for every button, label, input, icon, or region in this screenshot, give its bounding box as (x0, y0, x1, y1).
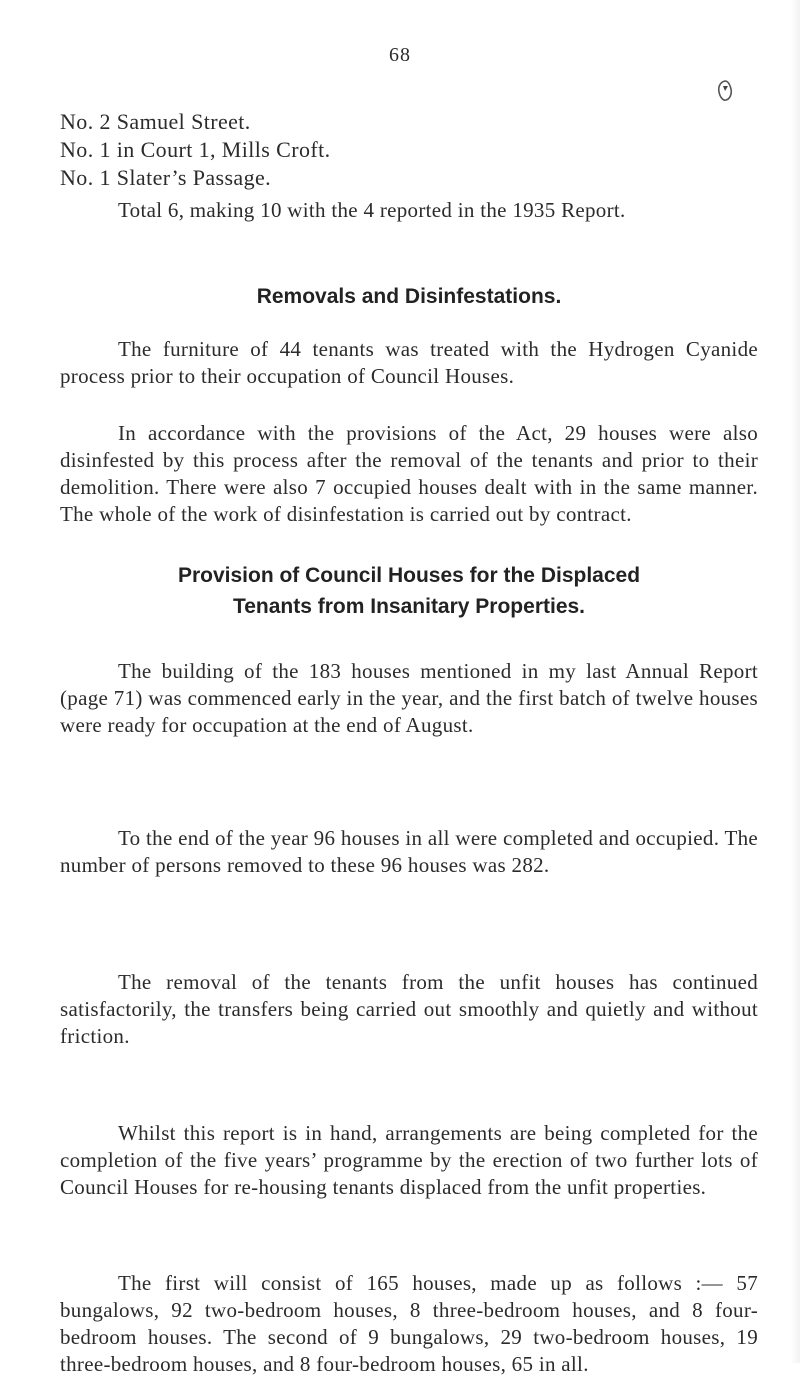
heading-line: Tenants from Insanitary Properties. (232, 595, 586, 618)
paragraph: The first will consist of 165 houses, made up as follows :— 57 bungalows, 92 two-bedroom houses, 8 three-bedroom houses, and 8 four-bedroom houses. The second of 9 bungalows, 29 two-bedroom houses, 19 three-bedroom houses, and 8 four-bedroom houses, 65 in all. (60, 1271, 758, 1376)
total-summary: Total 6, making 10 with the 4 reported in the 1935 Report. (118, 198, 626, 222)
ink-blot-mark (716, 80, 734, 102)
address-line: No. 1 in Court 1, Mills Croft. (60, 137, 331, 162)
paragraph: Whilst this report is in hand, arrangements are being completed for the completion of the five years’ programme by the erection of two further lots of Council Houses for re-housing tenants displaced from the unfit properties. (60, 1121, 758, 1199)
address-list (60, 108, 760, 192)
page-edge-shadow (790, 0, 800, 1363)
heading-line: Provision of Council Houses for the Displaced (177, 564, 641, 587)
paragraph: To the end of the year 96 houses in all were completed and occupied. The number of persons removed to these 96 houses was 282. (60, 826, 758, 877)
paragraph: The furniture of 44 tenants was treated with the Hydrogen Cyanide process prior to their occupation of Council Houses. (60, 337, 758, 388)
page-number: 68 (389, 44, 411, 66)
section-heading-removals: Removals and Disinfestations. (256, 285, 562, 308)
paragraph: In accordance with the provisions of the Act, 29 houses were also disinfested by this process after the removal of the tenants and prior to their demolition. There were also 7 occupied houses dealt with in the same manner. The whole of the work of disinfestation is carried out by contract. (60, 421, 758, 526)
address-line: No. 2 Samuel Street. (60, 109, 251, 134)
address-line: No. 1 Slater’s Passage. (60, 165, 272, 190)
section-heading-provision (60, 560, 758, 622)
paragraph: The removal of the tenants from the unfit houses has continued satisfactorily, the transfers being carried out smoothly and quietly and without friction. (60, 970, 758, 1048)
paragraph: The building of the 183 houses mentioned in my last Annual Report (page 71) was commenced early in the year, and the first batch of twelve houses were ready for occupation at the end of August. (60, 659, 758, 737)
